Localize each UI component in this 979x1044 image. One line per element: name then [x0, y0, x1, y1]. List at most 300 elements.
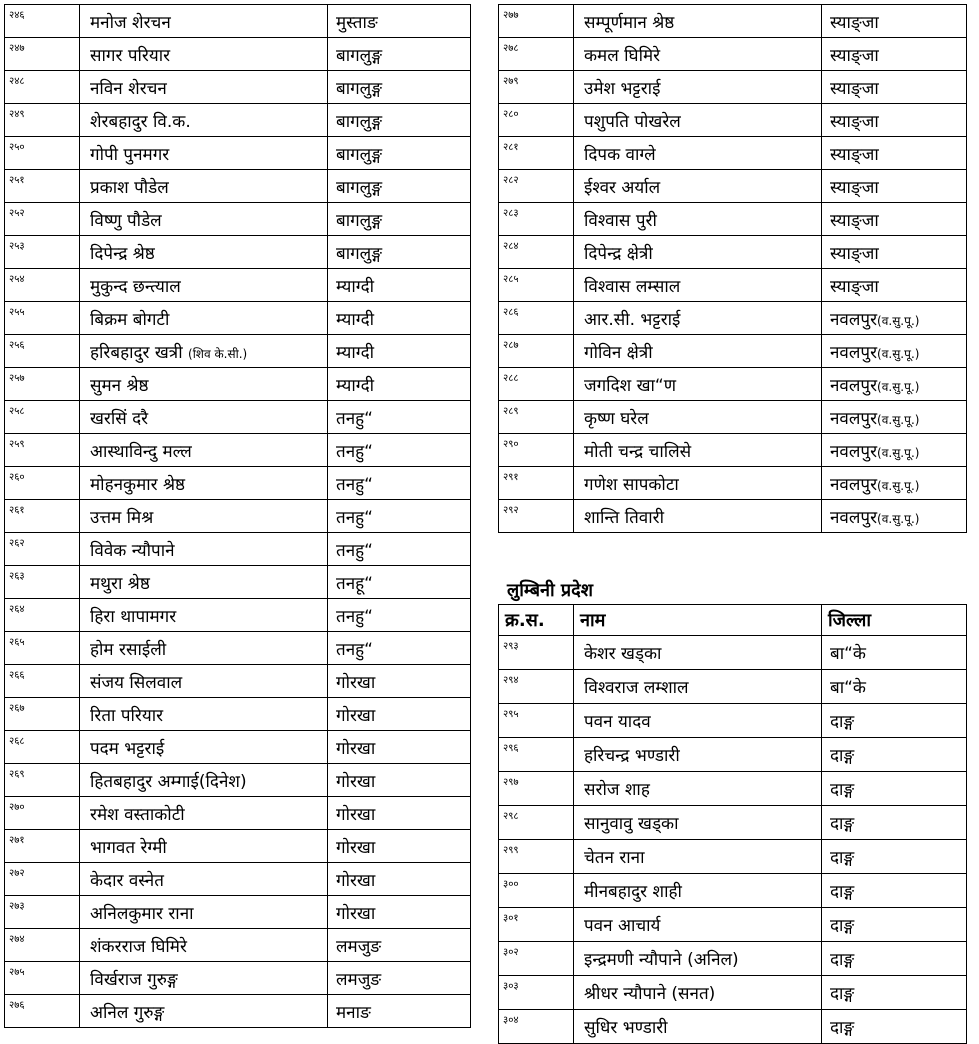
district: दाङ्ग — [830, 1018, 855, 1038]
person-name-cell — [574, 38, 822, 71]
district: तनहु“ — [336, 408, 373, 429]
serial-number: २८७ — [499, 335, 574, 368]
district: दाङ्ग — [830, 780, 855, 800]
district-cell — [328, 401, 471, 434]
person-name: शंकरराज घिमिरे — [90, 936, 187, 957]
district: गोरखा — [336, 903, 376, 924]
serial-number: २६२ — [5, 533, 80, 566]
serial-number: २६९ — [5, 764, 80, 797]
left-table — [4, 4, 471, 1028]
person-name-cell — [574, 368, 822, 401]
district-cell — [328, 962, 471, 995]
person-name-cell — [574, 738, 822, 772]
table-row — [499, 908, 967, 942]
person-name-cell — [80, 830, 328, 863]
district: तनहू“ — [336, 573, 373, 594]
table-row — [499, 335, 967, 368]
table-row — [5, 170, 471, 203]
person-name: दिपक वाग्ले — [584, 144, 656, 165]
serial-number: २९३ — [499, 636, 574, 670]
district-cell — [822, 467, 967, 500]
table-row — [499, 5, 967, 38]
district-cell — [328, 170, 471, 203]
person-name-cell — [80, 797, 328, 830]
district-note: (व.सु.पू.) — [877, 346, 920, 361]
serial-number: २७१ — [5, 830, 80, 863]
table-row — [5, 599, 471, 632]
person-name: उमेश भट्टराई — [584, 78, 661, 99]
district-cell — [822, 500, 967, 533]
serial-number: २५३ — [5, 236, 80, 269]
serial-number: २६४ — [5, 599, 80, 632]
district: गोरखा — [336, 804, 376, 825]
person-name: कमल घिमिरे — [584, 45, 661, 66]
district: बागलुङ्ग — [336, 45, 382, 66]
serial-number: २८९ — [499, 401, 574, 434]
serial-number: २७७ — [499, 5, 574, 38]
district: दाङ्ग — [830, 882, 855, 902]
table-row — [499, 203, 967, 236]
district: स्याङ्जा — [830, 111, 879, 132]
person-name: विर्खराज गुरुङ्ग — [90, 969, 178, 990]
district-cell — [328, 137, 471, 170]
person-name-cell — [574, 704, 822, 738]
table-row — [5, 302, 471, 335]
district: म्याग्दी — [336, 342, 374, 363]
district-cell — [328, 929, 471, 962]
district-cell — [822, 976, 967, 1010]
person-name-cell — [80, 731, 328, 764]
district-cell — [822, 236, 967, 269]
header-district: जिल्ला — [822, 605, 967, 636]
table-row — [5, 71, 471, 104]
district: बा“के — [830, 678, 866, 698]
district-cell — [328, 665, 471, 698]
table-row — [499, 236, 967, 269]
district: बागलुङ्ग — [336, 144, 382, 165]
table-row — [5, 467, 471, 500]
table-row — [499, 806, 967, 840]
serial-number: २९१ — [499, 467, 574, 500]
table-row — [5, 335, 471, 368]
district: बागलुङ्ग — [336, 78, 382, 99]
district-cell — [822, 269, 967, 302]
serial-number: ३०४ — [499, 1010, 574, 1044]
district: म्याग्दी — [336, 309, 374, 330]
person-name-cell — [80, 632, 328, 665]
district: बागलुङ्ग — [336, 243, 382, 264]
district-cell — [328, 302, 471, 335]
district-cell — [328, 731, 471, 764]
person-name-cell — [574, 467, 822, 500]
person-name-cell — [80, 533, 328, 566]
table-row — [499, 772, 967, 806]
table-row — [5, 38, 471, 71]
person-name: शान्ति तिवारी — [584, 507, 664, 528]
serial-number: ३०२ — [499, 942, 574, 976]
serial-number: २८८ — [499, 368, 574, 401]
district: तनहु“ — [336, 606, 373, 627]
table-row — [499, 670, 967, 704]
person-name: पशुपति पोखरेल — [584, 111, 681, 132]
serial-number: २५७ — [5, 368, 80, 401]
person-name-cell — [574, 302, 822, 335]
table-row — [5, 830, 471, 863]
serial-number: २८२ — [499, 170, 574, 203]
person-name-cell — [574, 942, 822, 976]
person-name-cell — [80, 863, 328, 896]
person-name-cell — [574, 5, 822, 38]
person-name: विश्वराज लम्शाल — [584, 678, 689, 698]
serial-number: २९७ — [499, 772, 574, 806]
district-cell — [328, 236, 471, 269]
person-name-cell — [80, 335, 328, 368]
serial-number: २६३ — [5, 566, 80, 599]
district: स्याङ्जा — [830, 78, 879, 99]
district-cell — [328, 599, 471, 632]
person-name-cell — [574, 335, 822, 368]
district-cell — [822, 738, 967, 772]
person-name: विष्णु पौडेल — [90, 210, 162, 231]
district-note: (व.सु.पू.) — [877, 379, 920, 394]
district-cell — [328, 896, 471, 929]
district: नवलपुर — [830, 474, 878, 495]
district-cell — [328, 566, 471, 599]
person-name-cell — [80, 698, 328, 731]
person-name: सुधिर भण्डारी — [584, 1018, 668, 1038]
header-name: नाम — [574, 605, 822, 636]
table-row — [499, 368, 967, 401]
person-name-cell — [574, 1010, 822, 1044]
district-cell — [822, 908, 967, 942]
serial-number: २७९ — [499, 71, 574, 104]
person-name: उत्तम मिश्र — [90, 507, 154, 528]
district-note: (व.सु.पू.) — [877, 313, 920, 328]
person-name-cell — [574, 908, 822, 942]
district-cell — [328, 104, 471, 137]
serial-number: २४८ — [5, 71, 80, 104]
person-name-cell — [574, 772, 822, 806]
district-cell — [328, 269, 471, 302]
district: दाङ्ग — [830, 746, 855, 766]
table-row — [5, 995, 471, 1028]
person-name: होम रसाईली — [90, 639, 167, 660]
serial-number: २५१ — [5, 170, 80, 203]
district: मनाङ — [336, 1002, 371, 1023]
person-name-cell — [574, 236, 822, 269]
right-top-table-body — [499, 5, 967, 533]
serial-number: ३०३ — [499, 976, 574, 1010]
district: गोरखा — [336, 870, 376, 891]
table-row — [5, 698, 471, 731]
district-cell — [328, 203, 471, 236]
person-name-cell — [80, 137, 328, 170]
person-name: ईश्वर अर्याल — [584, 177, 661, 198]
serial-number: २५८ — [5, 401, 80, 434]
district-cell — [822, 840, 967, 874]
person-name-cell — [574, 269, 822, 302]
table-row — [5, 236, 471, 269]
table-row — [499, 738, 967, 772]
serial-number: २८१ — [499, 137, 574, 170]
district: गोरखा — [336, 738, 376, 759]
person-name: मोहनकुमार श्रेष्ठ — [90, 474, 186, 495]
district-cell — [328, 797, 471, 830]
district: म्याग्दी — [336, 276, 374, 297]
table-row — [499, 1010, 967, 1044]
table-row — [499, 704, 967, 738]
person-name: प्रकाश पौडेल — [90, 177, 169, 198]
district-cell — [328, 533, 471, 566]
table-row — [5, 104, 471, 137]
district-cell — [822, 636, 967, 670]
table-row — [5, 203, 471, 236]
person-name-cell — [574, 806, 822, 840]
left-table-body — [5, 5, 471, 1028]
district-cell — [328, 335, 471, 368]
person-name: सम्पूर्णमान श्रेष्ठ — [584, 12, 675, 33]
table-row — [5, 632, 471, 665]
person-name: दिपेन्द्र श्रेष्ठ — [90, 243, 155, 264]
person-name: हरिबहादुर खत्री — [90, 342, 183, 363]
district-cell — [822, 368, 967, 401]
person-name-cell — [80, 962, 328, 995]
person-name-cell — [574, 401, 822, 434]
serial-number: २८६ — [499, 302, 574, 335]
serial-number: २५९ — [5, 434, 80, 467]
person-name-cell — [80, 764, 328, 797]
person-name-cell — [574, 137, 822, 170]
person-name-cell — [80, 500, 328, 533]
person-name-cell — [80, 170, 328, 203]
right-top-table — [498, 4, 967, 533]
district-note: (व.सु.पू.) — [877, 445, 920, 460]
person-name: गणेश सापकोटा — [584, 474, 679, 495]
district: बागलुङ्ग — [336, 111, 382, 132]
person-name: पवन आचार्य — [584, 916, 661, 936]
name-note: (शिव के.सी.) — [188, 346, 248, 361]
table-row — [499, 104, 967, 137]
person-name: चेतन राना — [584, 848, 645, 868]
person-name-cell — [80, 401, 328, 434]
person-name: विश्वास लम्साल — [584, 276, 681, 297]
person-name-cell — [80, 599, 328, 632]
district: नवलपुर — [830, 342, 878, 363]
table-row — [499, 434, 967, 467]
district: नवलपुर — [830, 441, 878, 462]
person-name: मीनबहादुर शाही — [584, 882, 682, 902]
person-name: केशर खड्का — [584, 644, 662, 664]
serial-number: २६१ — [5, 500, 80, 533]
district-cell — [328, 830, 471, 863]
table-row — [5, 368, 471, 401]
district: तनहु“ — [336, 507, 373, 528]
serial-number: ३०० — [499, 874, 574, 908]
table-row — [499, 636, 967, 670]
district: स्याङ्जा — [830, 177, 879, 198]
serial-number: २७८ — [499, 38, 574, 71]
person-name: इन्द्रमणी न्यौपाने (अनिल) — [584, 950, 739, 970]
table-row — [5, 731, 471, 764]
person-name: दिपेन्द्र क्षेत्री — [584, 243, 653, 264]
table-row — [5, 797, 471, 830]
district-cell — [822, 772, 967, 806]
table-row — [499, 874, 967, 908]
district: नवलपुर — [830, 375, 878, 396]
serial-number: २९९ — [499, 840, 574, 874]
district-cell — [822, 401, 967, 434]
person-name: विवेक न्यौपाने — [90, 540, 175, 561]
table-row — [499, 467, 967, 500]
person-name-cell — [574, 636, 822, 670]
person-name-cell — [574, 874, 822, 908]
person-name-cell — [80, 665, 328, 698]
serial-number: २८० — [499, 104, 574, 137]
person-name: अनिल गुरुङ्ग — [90, 1002, 165, 1023]
person-name: गोविन क्षेत्री — [584, 342, 653, 363]
table-row — [5, 5, 471, 38]
person-name: रिता परियार — [90, 705, 164, 726]
person-name-cell — [80, 203, 328, 236]
table-row — [5, 929, 471, 962]
district-cell — [822, 874, 967, 908]
district: बागलुङ्ग — [336, 210, 382, 231]
person-name: मुकुन्द छन्त्याल — [90, 276, 181, 297]
table-row — [5, 500, 471, 533]
person-name: रमेश वस्ताकोटी — [90, 804, 185, 825]
table-row — [5, 863, 471, 896]
person-name: सानुवावु खड्का — [584, 814, 679, 834]
serial-number: २५५ — [5, 302, 80, 335]
district-cell — [328, 38, 471, 71]
serial-number: २९८ — [499, 806, 574, 840]
district-cell — [328, 632, 471, 665]
person-name: मोती चन्द्र चालिसे — [584, 441, 692, 462]
district: स्याङ्जा — [830, 144, 879, 165]
district: गोरखा — [336, 672, 376, 693]
person-name-cell — [80, 467, 328, 500]
district-cell — [822, 203, 967, 236]
table-row — [499, 170, 967, 203]
person-name: मनोज शेरचन — [90, 12, 171, 33]
serial-number: २८४ — [499, 236, 574, 269]
district-cell — [822, 704, 967, 738]
district-cell — [822, 5, 967, 38]
person-name: गोपी पुनमगर — [90, 144, 170, 165]
district: दाङ्ग — [830, 950, 855, 970]
person-name: सरोज शाह — [584, 780, 650, 800]
district: दाङ्ग — [830, 984, 855, 1004]
district-note: (व.सु.पू.) — [877, 511, 920, 526]
table-row — [499, 500, 967, 533]
district: नवलपुर — [830, 309, 878, 330]
lumbini-table-body — [499, 605, 967, 1044]
district: स्याङ्जा — [830, 243, 879, 264]
table-row — [499, 401, 967, 434]
district: दाङ्ग — [830, 814, 855, 834]
serial-number: २५२ — [5, 203, 80, 236]
district: लमजुङ — [336, 969, 382, 990]
header-serial: क्र.स. — [499, 605, 574, 636]
table-row — [5, 764, 471, 797]
district: तनहु“ — [336, 540, 373, 561]
district-cell — [822, 38, 967, 71]
table-row — [499, 269, 967, 302]
district: स्याङ्जा — [830, 12, 879, 33]
serial-number: २९४ — [499, 670, 574, 704]
lumbini-table — [498, 604, 967, 1044]
person-name: सुमन श्रेष्ठ — [90, 375, 149, 396]
person-name-cell — [80, 269, 328, 302]
person-name-cell — [574, 104, 822, 137]
table-row — [499, 840, 967, 874]
district: स्याङ्जा — [830, 210, 879, 231]
person-name-cell — [574, 500, 822, 533]
person-name-cell — [80, 38, 328, 71]
district-note: (व.सु.पू.) — [877, 478, 920, 493]
table-row — [499, 38, 967, 71]
person-name: खरसिं दरै — [90, 408, 149, 429]
district: नवलपुर — [830, 408, 878, 429]
person-name: भागवत रेग्मी — [90, 837, 167, 858]
section-title: लुम्बिनी प्रदेश — [507, 580, 593, 601]
person-name: शेरबहादुर वि.क. — [90, 111, 191, 132]
serial-number: २६८ — [5, 731, 80, 764]
district-cell — [822, 806, 967, 840]
person-name: विश्वास पुरी — [584, 210, 657, 231]
person-name-cell — [80, 71, 328, 104]
district-cell — [328, 863, 471, 896]
person-name-cell — [80, 896, 328, 929]
serial-number: २५४ — [5, 269, 80, 302]
table-row — [499, 71, 967, 104]
person-name-cell — [80, 104, 328, 137]
serial-number: २६० — [5, 467, 80, 500]
serial-number: २७५ — [5, 962, 80, 995]
district: स्याङ्जा — [830, 45, 879, 66]
serial-number: २९६ — [499, 738, 574, 772]
person-name-cell — [80, 236, 328, 269]
district: तनहु“ — [336, 441, 373, 462]
district-cell — [328, 500, 471, 533]
district: बा“के — [830, 644, 866, 664]
person-name: श्रीधर न्यौपाने (सनत) — [584, 984, 716, 1004]
district: दाङ्ग — [830, 712, 855, 732]
serial-number: २७४ — [5, 929, 80, 962]
district-cell — [822, 942, 967, 976]
serial-number: २९२ — [499, 500, 574, 533]
district: दाङ्ग — [830, 916, 855, 936]
serial-number: २४६ — [5, 5, 80, 38]
district-cell — [822, 104, 967, 137]
person-name-cell — [574, 840, 822, 874]
table-row — [499, 137, 967, 170]
person-name: आस्थाविन्दु मल्ल — [90, 441, 192, 462]
person-name-cell — [574, 670, 822, 704]
person-name-cell — [80, 995, 328, 1028]
person-name: पदम भट्टराई — [90, 738, 165, 759]
district: स्याङ्जा — [830, 276, 879, 297]
table-row — [5, 533, 471, 566]
district-cell — [328, 698, 471, 731]
serial-number: २७० — [5, 797, 80, 830]
district-cell — [822, 170, 967, 203]
district-cell — [328, 71, 471, 104]
district-note: (व.सु.पू.) — [877, 412, 920, 427]
person-name-cell — [574, 71, 822, 104]
district: गोरखा — [336, 705, 376, 726]
table-row — [5, 896, 471, 929]
